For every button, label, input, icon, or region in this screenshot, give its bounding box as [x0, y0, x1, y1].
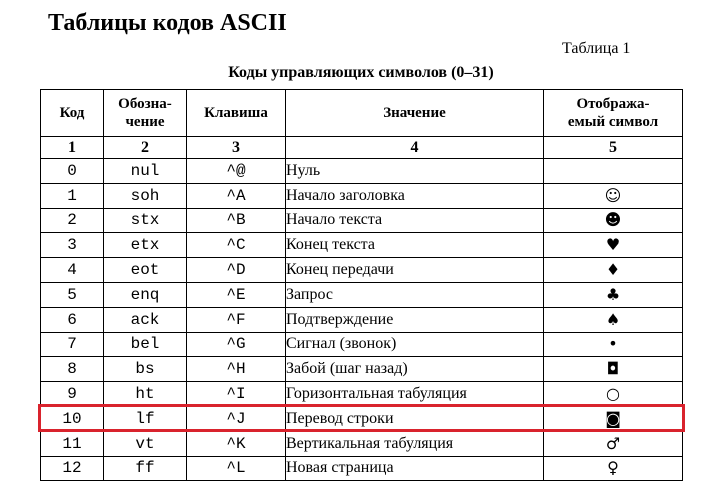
header-code: Код [41, 90, 104, 137]
column-number: 2 [104, 137, 187, 159]
key-cell: ^F [187, 307, 286, 332]
key-cell: ^J [187, 406, 286, 431]
meaning-cell: Новая страница [286, 456, 544, 481]
code-cell: 8 [41, 357, 104, 382]
header-designation-line1: Обозна- [118, 96, 172, 112]
table-row [41, 382, 683, 407]
key-cell: ^D [187, 258, 286, 283]
header-key: Клавиша [187, 90, 286, 137]
header-designation-line2: чение [125, 114, 165, 130]
code-cell: 9 [41, 382, 104, 407]
key-cell: ^I [187, 382, 286, 407]
meaning-cell: Сигнал (звонок) [286, 332, 544, 357]
designation-cell: lf [104, 406, 187, 431]
table-row [41, 307, 683, 332]
meaning-cell: Начало текста [286, 208, 544, 233]
code-cell: 5 [41, 282, 104, 307]
meaning-cell: Горизонтальная табуляция [286, 382, 544, 407]
column-number: 4 [286, 137, 544, 159]
designation-cell: ff [104, 456, 187, 481]
key-cell: ^B [187, 208, 286, 233]
symbol-cell: ♣ [544, 282, 683, 307]
meaning-cell: Подтверждение [286, 307, 544, 332]
table-row [41, 282, 683, 307]
code-cell: 4 [41, 258, 104, 283]
key-cell: ^G [187, 332, 286, 357]
table-row [41, 208, 683, 233]
code-cell: 11 [41, 431, 104, 456]
header-symbol-line2: емый символ [567, 114, 659, 130]
symbol-cell: ◙ [544, 406, 683, 431]
table-row [41, 233, 683, 258]
designation-cell: eot [104, 258, 187, 283]
table-row [41, 357, 683, 382]
page-title: Таблицы кодов ASCII [48, 10, 287, 36]
meaning-cell: Конец текста [286, 233, 544, 258]
symbol-cell [544, 159, 683, 184]
meaning-cell: Запрос [286, 282, 544, 307]
table-number: Таблица 1 [562, 40, 631, 57]
table-row [41, 431, 683, 456]
key-cell: ^C [187, 233, 286, 258]
column-number: 5 [544, 137, 683, 159]
table-row [41, 258, 683, 283]
key-cell: ^@ [187, 159, 286, 184]
designation-cell: soh [104, 183, 187, 208]
symbol-cell: ♦ [544, 258, 683, 283]
symbol-cell: ☻ [544, 208, 683, 233]
symbol-cell: ♥ [544, 233, 683, 258]
meaning-cell: Нуль [286, 159, 544, 184]
designation-cell: vt [104, 431, 187, 456]
code-cell: 3 [41, 233, 104, 258]
designation-cell: bs [104, 357, 187, 382]
symbol-cell: ☺ [544, 183, 683, 208]
table-row [41, 332, 683, 357]
ascii-control-codes-table [40, 89, 683, 481]
code-cell: 7 [41, 332, 104, 357]
code-cell: 1 [41, 183, 104, 208]
symbol-cell: ○ [544, 382, 683, 407]
designation-cell: stx [104, 208, 187, 233]
symbol-cell: ◘ [544, 357, 683, 382]
designation-cell: nul [104, 159, 187, 184]
designation-cell: ack [104, 307, 187, 332]
symbol-cell: ♂ [544, 431, 683, 456]
table-body [41, 159, 683, 481]
designation-cell: ht [104, 382, 187, 407]
table-row [41, 159, 683, 184]
table-caption: Коды управляющих символов (0–31) [228, 64, 494, 81]
meaning-cell: Перевод строки [286, 406, 544, 431]
key-cell: ^L [187, 456, 286, 481]
symbol-cell: ♀ [544, 456, 683, 481]
code-cell: 2 [41, 208, 104, 233]
table-row [41, 183, 683, 208]
table-row [41, 406, 683, 431]
header-meaning: Значение [286, 90, 544, 137]
designation-cell: bel [104, 332, 187, 357]
symbol-cell: ♠ [544, 307, 683, 332]
meaning-cell: Вертикальная табуляция [286, 431, 544, 456]
table-header-row [41, 90, 683, 137]
header-symbol [544, 90, 683, 137]
key-cell: ^K [187, 431, 286, 456]
code-cell: 6 [41, 307, 104, 332]
symbol-cell: • [544, 332, 683, 357]
column-number: 3 [187, 137, 286, 159]
column-number: 1 [41, 137, 104, 159]
designation-cell: enq [104, 282, 187, 307]
header-designation [104, 90, 187, 137]
code-cell: 12 [41, 456, 104, 481]
meaning-cell: Забой (шаг назад) [286, 357, 544, 382]
code-cell: 10 [41, 406, 104, 431]
table-row [41, 456, 683, 481]
meaning-cell: Начало заголовка [286, 183, 544, 208]
key-cell: ^A [187, 183, 286, 208]
header-symbol-line1: Отобража- [576, 96, 650, 112]
designation-cell: etx [104, 233, 187, 258]
code-cell: 0 [41, 159, 104, 184]
key-cell: ^E [187, 282, 286, 307]
meaning-cell: Конец передачи [286, 258, 544, 283]
key-cell: ^H [187, 357, 286, 382]
column-number-row [41, 137, 683, 159]
